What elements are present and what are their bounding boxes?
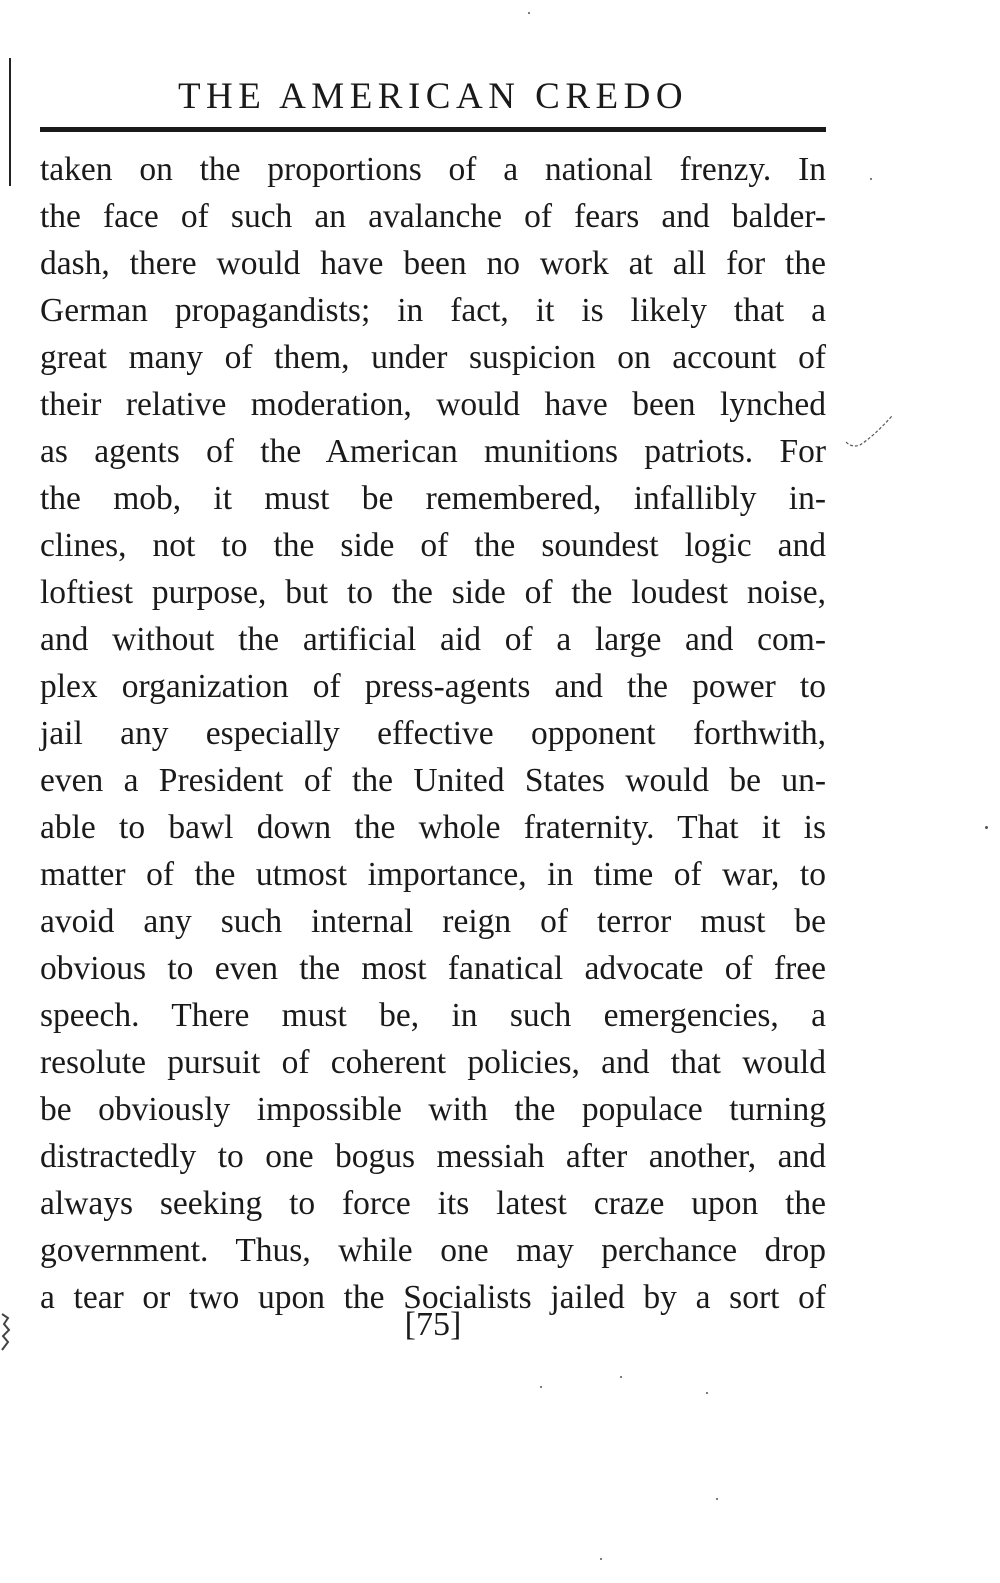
text-line: be obviously impossible with the populace turning [40, 1091, 826, 1128]
text-line: distractedly to one bogus messiah after another, and [40, 1138, 826, 1175]
text-line: government. Thus, while one may perchance drop [40, 1232, 826, 1269]
text-line: avoid any such internal reign of terror must be [40, 903, 826, 940]
text-line: the mob, it must be remembered, infallibly in- [40, 480, 826, 517]
body-text [40, 146, 826, 1321]
text-line: obvious to even the most fanatical advocate of free [40, 950, 826, 987]
text-line: as agents of the American munitions patriots. For [40, 433, 826, 470]
text-line: great many of them, under suspicion on account of [40, 339, 826, 376]
text-line: a tear or two upon the Socialists jailed by a sort of [40, 1279, 826, 1316]
pencil-mark-icon [838, 412, 898, 462]
page-edge-mark [9, 58, 11, 186]
page-number: [75] [404, 1306, 462, 1343]
text-line: taken on the proportions of a national frenzy. In [40, 151, 826, 188]
text-line: always seeking to force its latest craze upon the [40, 1185, 826, 1222]
text-line: German propagandists; in fact, it is likely that a [40, 292, 826, 329]
paper-speck [600, 1558, 602, 1560]
text-line: their relative moderation, would have been lynched [40, 386, 826, 423]
text-line: loftiest purpose, but to the side of the loudest noise, [40, 574, 826, 611]
paper-speck [540, 1386, 542, 1388]
paper-speck [870, 178, 872, 180]
paper-speck [528, 12, 530, 14]
text-line: able to bawl down the whole fraternity. That it is [40, 809, 826, 846]
text-line: resolute pursuit of coherent policies, and that would [40, 1044, 826, 1081]
text-line: jail any especially effective opponent forthwith, [40, 715, 826, 752]
paper-speck [706, 1392, 708, 1394]
paper-speck [985, 826, 988, 829]
text-line: matter of the utmost importance, in time of war, to [40, 856, 826, 893]
edge-smudge-icon [0, 1310, 12, 1370]
header-rule [40, 127, 826, 132]
text-line: speech. There must be, in such emergencies, a [40, 997, 826, 1034]
text-line: the face of such an avalanche of fears and balder- [40, 198, 826, 235]
text-line: clines, not to the side of the soundest logic and [40, 527, 826, 564]
text-line: plex organization of press-agents and the power to [40, 668, 826, 705]
text-line: even a President of the United States would be un- [40, 762, 826, 799]
paper-speck [620, 1376, 622, 1378]
text-line: and without the artificial aid of a large and com- [40, 621, 826, 658]
paper-speck [716, 1498, 718, 1500]
text-line: dash, there would have been no work at all for the [40, 245, 826, 282]
running-head: THE AMERICAN CREDO [177, 76, 689, 117]
